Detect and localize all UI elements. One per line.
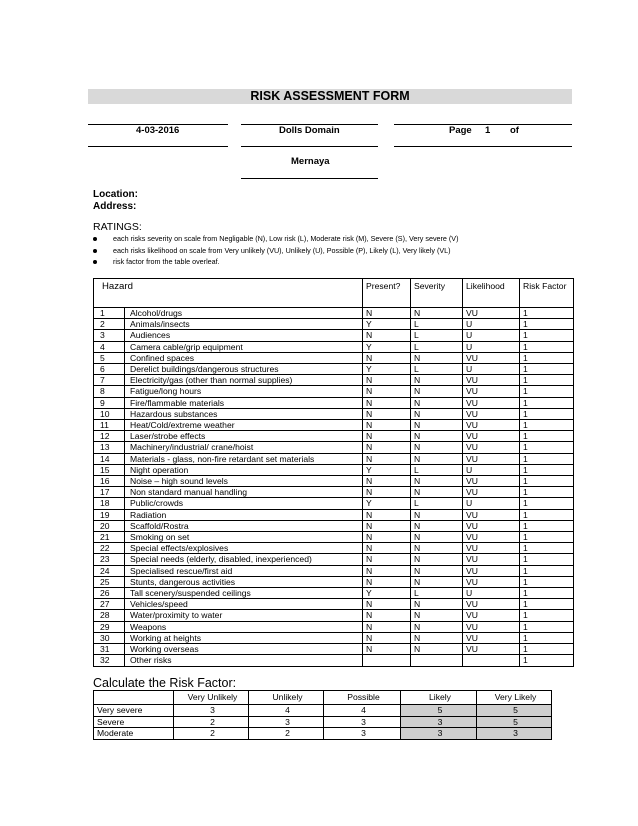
hazard-name: Night operation bbox=[125, 464, 363, 475]
hazard-present: N bbox=[363, 554, 411, 565]
hazard-likelihood: VU bbox=[463, 431, 520, 442]
hazard-name: Materials - glass, non-fire retardant set materials bbox=[125, 453, 363, 464]
hazard-name: Fatigue/long hours bbox=[125, 386, 363, 397]
risk-factor-body bbox=[94, 705, 552, 740]
table-row bbox=[94, 442, 574, 453]
hazard-number: 17 bbox=[94, 487, 125, 498]
hazard-number: 2 bbox=[94, 319, 125, 330]
hazard-name: Non standard manual handling bbox=[125, 487, 363, 498]
hazard-name: Scaffold/Rostra bbox=[125, 520, 363, 531]
table-row bbox=[94, 476, 574, 487]
hazard-present: N bbox=[363, 576, 411, 587]
matrix-value: 4 bbox=[249, 705, 324, 717]
hazard-likelihood: U bbox=[463, 364, 520, 375]
hazard-risk-factor: 1 bbox=[520, 532, 574, 543]
matrix-column-header: Likely bbox=[401, 691, 477, 705]
table-row bbox=[94, 420, 574, 431]
hazard-likelihood: VU bbox=[463, 408, 520, 419]
hazard-severity: N bbox=[411, 532, 463, 543]
hazard-number: 20 bbox=[94, 520, 125, 531]
hazard-number: 23 bbox=[94, 554, 125, 565]
hazard-risk-factor: 1 bbox=[520, 464, 574, 475]
hazard-present: Y bbox=[363, 464, 411, 475]
table-row bbox=[94, 621, 574, 632]
hazard-number: 22 bbox=[94, 543, 125, 554]
hazard-present: N bbox=[363, 375, 411, 386]
table-row bbox=[94, 543, 574, 554]
hazard-risk-factor: 1 bbox=[520, 408, 574, 419]
hazard-number: 5 bbox=[94, 352, 125, 363]
hazard-number: 25 bbox=[94, 576, 125, 587]
hazard-number: 13 bbox=[94, 442, 125, 453]
page-of-label: of bbox=[510, 125, 519, 136]
hazard-risk-factor: 1 bbox=[520, 565, 574, 576]
hazard-number: 16 bbox=[94, 476, 125, 487]
hazard-risk-factor: 1 bbox=[520, 487, 574, 498]
hazard-number: 21 bbox=[94, 532, 125, 543]
table-row bbox=[94, 453, 574, 464]
hazard-number: 31 bbox=[94, 644, 125, 655]
table-row bbox=[94, 728, 552, 740]
hazard-risk-factor: 1 bbox=[520, 543, 574, 554]
matrix-column-header bbox=[94, 691, 174, 705]
hazard-name: Electricity/gas (other than normal supplies) bbox=[125, 375, 363, 386]
hazard-severity: N bbox=[411, 487, 463, 498]
matrix-column-header: Possible bbox=[324, 691, 401, 705]
hazard-name: Smoking on set bbox=[125, 532, 363, 543]
hazard-severity: N bbox=[411, 554, 463, 565]
divider bbox=[241, 146, 378, 147]
hazard-likelihood: VU bbox=[463, 610, 520, 621]
divider bbox=[394, 146, 572, 147]
hazard-risk-factor: 1 bbox=[520, 498, 574, 509]
hazard-likelihood: VU bbox=[463, 453, 520, 464]
hazard-name: Laser/strobe effects bbox=[125, 431, 363, 442]
divider bbox=[88, 146, 228, 147]
hazard-likelihood: VU bbox=[463, 576, 520, 587]
header-hazard: Hazard bbox=[94, 279, 363, 308]
header-likelihood: Likelihood bbox=[463, 279, 520, 308]
hazard-likelihood: U bbox=[463, 319, 520, 330]
hazard-name: Vehicles/speed bbox=[125, 599, 363, 610]
hazard-name: Noise – high sound levels bbox=[125, 476, 363, 487]
hazard-number: 4 bbox=[94, 341, 125, 352]
hazard-number: 7 bbox=[94, 375, 125, 386]
matrix-value: 3 bbox=[401, 716, 477, 728]
hazard-likelihood: U bbox=[463, 341, 520, 352]
hazard-likelihood: VU bbox=[463, 476, 520, 487]
hazard-likelihood: VU bbox=[463, 543, 520, 554]
hazard-likelihood: VU bbox=[463, 599, 520, 610]
table-row bbox=[94, 341, 574, 352]
hazard-present: Y bbox=[363, 341, 411, 352]
hazard-likelihood: VU bbox=[463, 520, 520, 531]
hazard-likelihood: VU bbox=[463, 644, 520, 655]
hazard-number: 26 bbox=[94, 588, 125, 599]
hazard-likelihood: U bbox=[463, 464, 520, 475]
hazard-present: N bbox=[363, 610, 411, 621]
hazard-likelihood: U bbox=[463, 498, 520, 509]
table-row bbox=[94, 487, 574, 498]
hazard-number: 30 bbox=[94, 632, 125, 643]
table-row bbox=[94, 364, 574, 375]
hazard-present: N bbox=[363, 453, 411, 464]
hazard-severity: N bbox=[411, 431, 463, 442]
table-row bbox=[94, 716, 552, 728]
hazard-risk-factor: 1 bbox=[520, 352, 574, 363]
hazard-severity: N bbox=[411, 476, 463, 487]
location-label: Location: bbox=[93, 189, 138, 200]
hazard-name: Water/proximity to water bbox=[125, 610, 363, 621]
table-row bbox=[94, 408, 574, 419]
hazard-severity: N bbox=[411, 352, 463, 363]
header-present: Present? bbox=[363, 279, 411, 308]
hazard-severity: N bbox=[411, 420, 463, 431]
hazard-number: 12 bbox=[94, 431, 125, 442]
hazard-severity: N bbox=[411, 565, 463, 576]
hazard-present: N bbox=[363, 308, 411, 319]
hazard-table bbox=[93, 278, 574, 667]
production-name: Dolls Domain bbox=[279, 125, 340, 136]
hazard-severity: L bbox=[411, 464, 463, 475]
hazard-risk-factor: 1 bbox=[520, 364, 574, 375]
hazard-present: N bbox=[363, 632, 411, 643]
hazard-severity: N bbox=[411, 543, 463, 554]
hazard-likelihood: VU bbox=[463, 375, 520, 386]
hazard-likelihood: VU bbox=[463, 509, 520, 520]
table-row bbox=[94, 375, 574, 386]
hazard-severity: N bbox=[411, 408, 463, 419]
hazard-risk-factor: 1 bbox=[520, 476, 574, 487]
hazard-number: 11 bbox=[94, 420, 125, 431]
hazard-severity: N bbox=[411, 610, 463, 621]
hazard-number: 24 bbox=[94, 565, 125, 576]
hazard-present: N bbox=[363, 476, 411, 487]
divider bbox=[241, 178, 378, 179]
matrix-value: 3 bbox=[401, 728, 477, 740]
hazard-severity: L bbox=[411, 319, 463, 330]
hazard-name: Working at heights bbox=[125, 632, 363, 643]
matrix-column-header: Unlikely bbox=[249, 691, 324, 705]
hazard-present: N bbox=[363, 352, 411, 363]
hazard-severity: N bbox=[411, 375, 463, 386]
table-row bbox=[94, 397, 574, 408]
hazard-risk-factor: 1 bbox=[520, 330, 574, 341]
hazard-number: 27 bbox=[94, 599, 125, 610]
hazard-severity: L bbox=[411, 341, 463, 352]
risk-factor-title: Calculate the Risk Factor: bbox=[93, 676, 237, 690]
hazard-present: Y bbox=[363, 588, 411, 599]
hazard-severity: N bbox=[411, 599, 463, 610]
hazard-risk-factor: 1 bbox=[520, 576, 574, 587]
matrix-value: 3 bbox=[477, 728, 552, 740]
matrix-row-label: Moderate bbox=[94, 728, 174, 740]
hazard-risk-factor: 1 bbox=[520, 632, 574, 643]
matrix-value: 2 bbox=[249, 728, 324, 740]
hazard-risk-factor: 1 bbox=[520, 509, 574, 520]
risk-factor-header bbox=[94, 691, 552, 705]
hazard-present: N bbox=[363, 520, 411, 531]
hazard-number: 6 bbox=[94, 364, 125, 375]
hazard-risk-factor: 1 bbox=[520, 375, 574, 386]
matrix-value: 5 bbox=[477, 705, 552, 717]
person-name: Mernaya bbox=[291, 156, 330, 167]
ratings-bullet-likelihood: each risks likelihood on scale from Very unlikely (VU), Unlikely (U), Possible (P), Likely (L), Very likely (VL) bbox=[93, 245, 459, 257]
hazard-present: Y bbox=[363, 498, 411, 509]
hazard-present: N bbox=[363, 644, 411, 655]
hazard-risk-factor: 1 bbox=[520, 588, 574, 599]
hazard-risk-factor: 1 bbox=[520, 520, 574, 531]
hazard-severity: L bbox=[411, 364, 463, 375]
hazard-number: 29 bbox=[94, 621, 125, 632]
hazard-risk-factor: 1 bbox=[520, 431, 574, 442]
hazard-present: N bbox=[363, 420, 411, 431]
table-row bbox=[94, 655, 574, 666]
hazard-name: Specialised rescue/first aid bbox=[125, 565, 363, 576]
hazard-name: Audiences bbox=[125, 330, 363, 341]
hazard-severity: L bbox=[411, 498, 463, 509]
hazard-severity: N bbox=[411, 308, 463, 319]
hazard-present: N bbox=[363, 599, 411, 610]
hazard-likelihood: VU bbox=[463, 308, 520, 319]
hazard-number: 15 bbox=[94, 464, 125, 475]
hazard-likelihood: VU bbox=[463, 487, 520, 498]
table-row bbox=[94, 565, 574, 576]
hazard-present: N bbox=[363, 408, 411, 419]
divider bbox=[394, 124, 572, 125]
hazard-present: N bbox=[363, 330, 411, 341]
matrix-row-label: Very severe bbox=[94, 705, 174, 717]
ratings-list bbox=[93, 233, 459, 268]
hazard-risk-factor: 1 bbox=[520, 644, 574, 655]
table-row bbox=[94, 588, 574, 599]
hazard-likelihood: VU bbox=[463, 442, 520, 453]
hazard-name: Radiation bbox=[125, 509, 363, 520]
hazard-number: 9 bbox=[94, 397, 125, 408]
hazard-name: Derelict buildings/dangerous structures bbox=[125, 364, 363, 375]
form-date: 4-03-2016 bbox=[136, 125, 180, 136]
page-number: 1 bbox=[485, 125, 491, 136]
hazard-likelihood: VU bbox=[463, 386, 520, 397]
hazard-name: Special effects/explosives bbox=[125, 543, 363, 554]
hazard-name: Alcohol/drugs bbox=[125, 308, 363, 319]
hazard-severity: N bbox=[411, 520, 463, 531]
hazard-likelihood: VU bbox=[463, 621, 520, 632]
matrix-value: 4 bbox=[324, 705, 401, 717]
hazard-risk-factor: 1 bbox=[520, 621, 574, 632]
table-row bbox=[94, 308, 574, 319]
hazard-likelihood: VU bbox=[463, 565, 520, 576]
hazard-name: Heat/Cold/extreme weather bbox=[125, 420, 363, 431]
ratings-bullet-severity: each risks severity on scale from Negligable (N), Low risk (L), Moderate risk (M), Severe (S), Very severe (V) bbox=[93, 233, 459, 245]
hazard-likelihood: U bbox=[463, 588, 520, 599]
hazard-name: Tall scenery/suspended ceilings bbox=[125, 588, 363, 599]
hazard-present: N bbox=[363, 386, 411, 397]
hazard-present: N bbox=[363, 532, 411, 543]
hazard-severity: N bbox=[411, 621, 463, 632]
hazard-number: 18 bbox=[94, 498, 125, 509]
ratings-bullet-risk-factor: risk factor from the table overleaf. bbox=[93, 256, 459, 268]
hazard-likelihood bbox=[463, 655, 520, 666]
hazard-number: 14 bbox=[94, 453, 125, 464]
hazard-severity: N bbox=[411, 509, 463, 520]
hazard-name: Working overseas bbox=[125, 644, 363, 655]
hazard-name: Other risks bbox=[125, 655, 363, 666]
hazard-risk-factor: 1 bbox=[520, 397, 574, 408]
hazard-severity: N bbox=[411, 397, 463, 408]
table-row bbox=[94, 599, 574, 610]
hazard-severity: L bbox=[411, 330, 463, 341]
address-label: Address: bbox=[93, 201, 137, 212]
hazard-present: N bbox=[363, 565, 411, 576]
ratings-title: RATINGS: bbox=[93, 221, 142, 233]
hazard-risk-factor: 1 bbox=[520, 599, 574, 610]
hazard-number: 32 bbox=[94, 655, 125, 666]
hazard-present: Y bbox=[363, 364, 411, 375]
hazard-number: 8 bbox=[94, 386, 125, 397]
hazard-table-header bbox=[94, 279, 574, 308]
hazard-present: N bbox=[363, 621, 411, 632]
form-title: RISK ASSESSMENT FORM bbox=[88, 89, 572, 104]
hazard-risk-factor: 1 bbox=[520, 442, 574, 453]
hazard-likelihood: VU bbox=[463, 632, 520, 643]
hazard-likelihood: VU bbox=[463, 352, 520, 363]
hazard-number: 28 bbox=[94, 610, 125, 621]
matrix-value: 3 bbox=[324, 728, 401, 740]
table-row bbox=[94, 498, 574, 509]
hazard-risk-factor: 1 bbox=[520, 341, 574, 352]
hazard-name: Hazardous substances bbox=[125, 408, 363, 419]
hazard-severity: N bbox=[411, 576, 463, 587]
table-row bbox=[94, 644, 574, 655]
hazard-name: Confined spaces bbox=[125, 352, 363, 363]
hazard-name: Stunts, dangerous activities bbox=[125, 576, 363, 587]
table-row bbox=[94, 509, 574, 520]
table-row bbox=[94, 705, 552, 717]
matrix-column-header: Very Unlikely bbox=[174, 691, 249, 705]
table-row bbox=[94, 610, 574, 621]
hazard-risk-factor: 1 bbox=[520, 386, 574, 397]
hazard-risk-factor: 1 bbox=[520, 554, 574, 565]
hazard-risk-factor: 1 bbox=[520, 319, 574, 330]
hazard-severity: N bbox=[411, 632, 463, 643]
hazard-severity: N bbox=[411, 453, 463, 464]
matrix-value: 3 bbox=[324, 716, 401, 728]
hazard-present: N bbox=[363, 487, 411, 498]
hazard-risk-factor: 1 bbox=[520, 453, 574, 464]
hazard-present: N bbox=[363, 543, 411, 554]
hazard-likelihood: U bbox=[463, 330, 520, 341]
hazard-likelihood: VU bbox=[463, 554, 520, 565]
hazard-risk-factor: 1 bbox=[520, 610, 574, 621]
hazard-number: 10 bbox=[94, 408, 125, 419]
matrix-value: 5 bbox=[401, 705, 477, 717]
hazard-present: Y bbox=[363, 319, 411, 330]
hazard-risk-factor: 1 bbox=[520, 308, 574, 319]
table-row bbox=[94, 576, 574, 587]
hazard-present: N bbox=[363, 509, 411, 520]
table-row bbox=[94, 352, 574, 363]
matrix-value: 3 bbox=[174, 705, 249, 717]
table-row bbox=[94, 554, 574, 565]
table-row bbox=[94, 386, 574, 397]
hazard-severity: L bbox=[411, 588, 463, 599]
hazard-name: Animals/insects bbox=[125, 319, 363, 330]
hazard-risk-factor: 1 bbox=[520, 655, 574, 666]
hazard-number: 3 bbox=[94, 330, 125, 341]
table-row bbox=[94, 319, 574, 330]
hazard-name: Special needs (elderly, disabled, inexperienced) bbox=[125, 554, 363, 565]
hazard-severity: N bbox=[411, 386, 463, 397]
hazard-name: Camera cable/grip equipment bbox=[125, 341, 363, 352]
hazard-name: Machinery/industrial/ crane/hoist bbox=[125, 442, 363, 453]
hazard-name: Public/crowds bbox=[125, 498, 363, 509]
matrix-value: 2 bbox=[174, 728, 249, 740]
hazard-likelihood: VU bbox=[463, 532, 520, 543]
table-row bbox=[94, 532, 574, 543]
hazard-present bbox=[363, 655, 411, 666]
hazard-likelihood: VU bbox=[463, 420, 520, 431]
hazard-severity: N bbox=[411, 442, 463, 453]
hazard-risk-factor: 1 bbox=[520, 420, 574, 431]
table-row bbox=[94, 431, 574, 442]
page-label: Page bbox=[449, 125, 472, 136]
hazard-name: Fire/flammable materials bbox=[125, 397, 363, 408]
hazard-number: 19 bbox=[94, 509, 125, 520]
matrix-value: 5 bbox=[477, 716, 552, 728]
hazard-severity bbox=[411, 655, 463, 666]
table-row bbox=[94, 330, 574, 341]
matrix-value: 2 bbox=[174, 716, 249, 728]
hazard-severity: N bbox=[411, 644, 463, 655]
table-row bbox=[94, 520, 574, 531]
hazard-number: 1 bbox=[94, 308, 125, 319]
matrix-value: 3 bbox=[249, 716, 324, 728]
matrix-row-label: Severe bbox=[94, 716, 174, 728]
hazard-table-body bbox=[94, 308, 574, 667]
hazard-present: N bbox=[363, 397, 411, 408]
hazard-present: N bbox=[363, 442, 411, 453]
table-row bbox=[94, 464, 574, 475]
hazard-name: Weapons bbox=[125, 621, 363, 632]
risk-factor-table bbox=[93, 690, 552, 740]
header-severity: Severity bbox=[411, 279, 463, 308]
table-row bbox=[94, 632, 574, 643]
hazard-present: N bbox=[363, 431, 411, 442]
header-risk-factor: Risk Factor bbox=[520, 279, 574, 308]
matrix-column-header: Very Likely bbox=[477, 691, 552, 705]
hazard-likelihood: VU bbox=[463, 397, 520, 408]
